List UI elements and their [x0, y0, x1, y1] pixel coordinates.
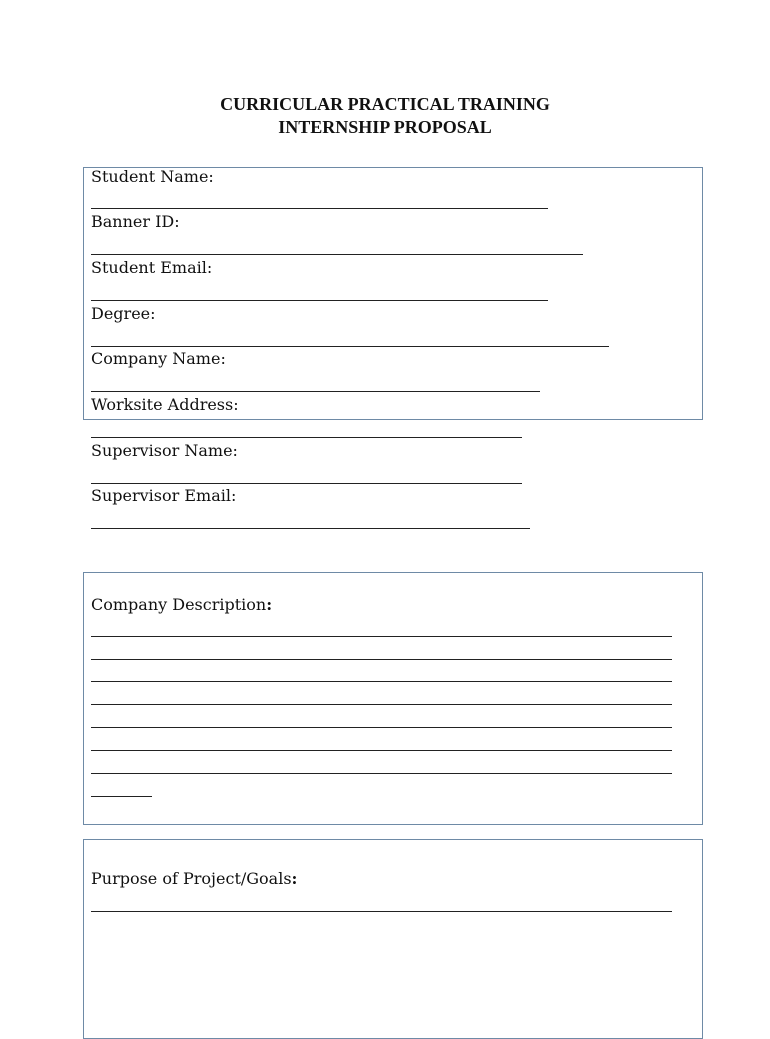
- company-description-line-3[interactable]: [91, 681, 672, 682]
- worksite-address-field[interactable]: [91, 437, 522, 438]
- company-description-colon: :: [266, 595, 273, 614]
- company-description-line-4[interactable]: [91, 704, 672, 705]
- purpose-heading: [91, 869, 297, 889]
- banner-id-label: Banner ID:: [91, 212, 180, 231]
- banner-id-field[interactable]: [91, 254, 583, 255]
- degree-label: Degree:: [91, 304, 156, 323]
- company-description-line-1[interactable]: [91, 636, 672, 637]
- worksite-address-label: Worksite Address:: [91, 395, 239, 414]
- student-email-label: Student Email:: [91, 258, 213, 277]
- company-description-line-7[interactable]: [91, 773, 672, 774]
- student-email-field[interactable]: [91, 300, 548, 301]
- student-name-label: Student Name:: [91, 167, 214, 186]
- company-name-field[interactable]: [91, 391, 540, 392]
- company-description-line-8[interactable]: [91, 796, 152, 797]
- supervisor-name-label: Supervisor Name:: [91, 441, 238, 460]
- company-description-label: Company Description: [91, 595, 267, 614]
- supervisor-email-label: Supervisor Email:: [91, 486, 237, 505]
- company-description-line-5[interactable]: [91, 727, 672, 728]
- company-name-label: Company Name:: [91, 349, 226, 368]
- document-title-line-1: CURRICULAR PRACTICAL TRAINING: [220, 94, 550, 114]
- company-description-line-2[interactable]: [91, 659, 672, 660]
- document-title-line-2: INTERNSHIP PROPOSAL: [278, 117, 492, 137]
- purpose-line-1[interactable]: [91, 911, 672, 912]
- purpose-colon: :: [291, 869, 298, 888]
- degree-field[interactable]: [91, 346, 609, 347]
- purpose-label: Purpose of Project/Goals: [91, 869, 292, 888]
- company-description-line-6[interactable]: [91, 750, 672, 751]
- student-info-box: [83, 167, 703, 420]
- company-description-heading: [91, 595, 272, 615]
- supervisor-email-field[interactable]: [91, 528, 530, 529]
- student-name-field[interactable]: [91, 208, 548, 209]
- supervisor-name-field[interactable]: [91, 483, 522, 484]
